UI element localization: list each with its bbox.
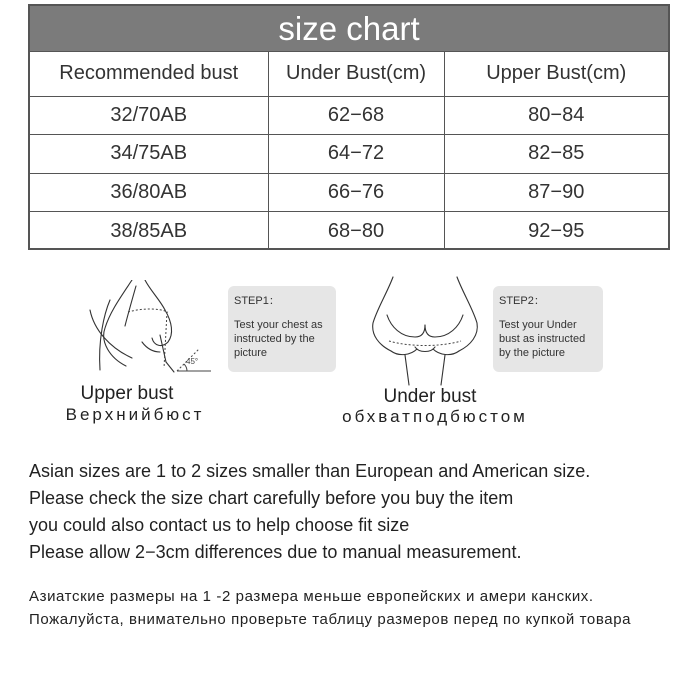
table-cell: 68−80 (268, 212, 444, 251)
table-header-row (30, 52, 668, 96)
note-line-ru: Пожалуйста, внимательно проверьте таблицу размеров перед по купкой товара (29, 611, 632, 628)
table-row (30, 212, 668, 251)
notes-russian (29, 585, 679, 631)
table-cell: 92−95 (528, 219, 585, 242)
table-row (30, 135, 668, 174)
table-cell: 64−72 (268, 135, 444, 174)
column-header: Recommended bust (30, 52, 268, 96)
upper-bust-caption: Upper bust (80, 383, 174, 404)
upper-bust-caption-ru: Верхнийбюст (65, 405, 205, 424)
table-cell: 66−76 (268, 173, 444, 212)
step2-box (493, 286, 603, 372)
size-chart (28, 4, 670, 250)
under-bust-caption: Under bust (383, 386, 477, 407)
table-cell: 36/80AB (30, 173, 268, 212)
under-bust-figure (365, 275, 485, 387)
note-line: Please allow 2−3cm differences due to manual measurement. (29, 542, 522, 562)
table-cell: 32/70AB (30, 96, 268, 135)
notes-english (29, 458, 590, 566)
table-cell: 87−90 (444, 173, 668, 212)
table-cell: 34/75AB (30, 135, 268, 174)
table-row (30, 173, 668, 212)
step1-title: STEP1： (234, 295, 280, 307)
step1-text: Test your chest as instructed by the picture (234, 319, 323, 359)
table-cell: 62−68 (268, 96, 444, 135)
note-line: Please check the size chart carefully before you buy the item (29, 488, 514, 508)
table-cell: 80−84 (444, 96, 668, 135)
note-line-ru: Азиатские размеры на 1 -2 размера меньше европейских и амери канских. (29, 588, 594, 605)
angle-label: 45° (186, 357, 199, 366)
table-cell: 82−85 (444, 135, 668, 174)
table-cell: 38/85AB (30, 212, 268, 251)
step1-box (228, 286, 336, 372)
column-header: Under Bust(cm) (268, 52, 444, 96)
table-row (30, 96, 668, 135)
under-bust-caption-ru: обхватподбюстом (342, 407, 528, 426)
note-line: you could also contact us to help choose fit size (29, 515, 410, 535)
size-chart-title: size chart (30, 6, 668, 52)
note-line: Asian sizes are 1 to 2 sizes smaller than European and American size. (29, 461, 591, 481)
step2-title: STEP2： (499, 295, 545, 307)
step2-text: Test your Under bust as instructed by the picture (499, 319, 586, 359)
size-chart-table (30, 52, 668, 250)
column-header: Upper Bust(cm) (444, 52, 668, 96)
